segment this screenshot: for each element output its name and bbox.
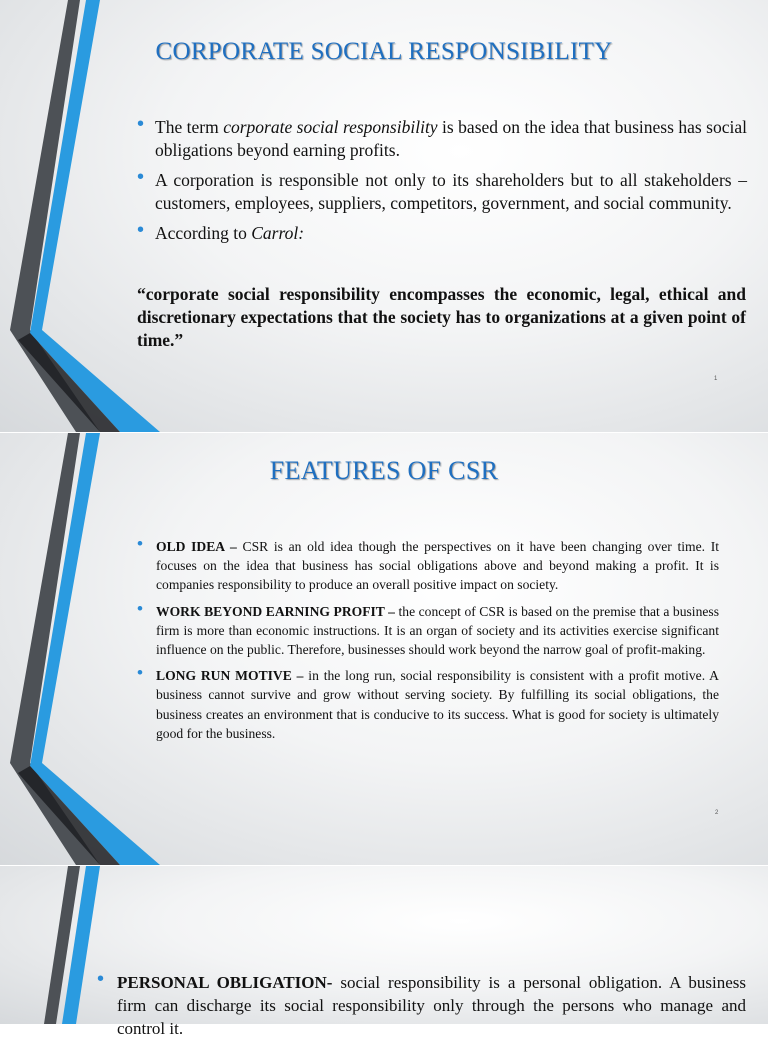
list-item <box>137 598 719 660</box>
slide-title: CORPORATE SOCIAL RESPONSIBILITY <box>155 38 613 65</box>
bullet-icon: • <box>137 113 145 135</box>
bullet-text: The term <box>155 117 224 137</box>
bullet-icon: • <box>97 968 105 990</box>
feature-text: the concept of CSR is based on the premise that a business firm is more than economic instructions. It is an organ of society and its activities exercise significant influence on the public. Therefore, businesses should work beyond the narrow goal of profit-making. <box>156 603 719 658</box>
bullet-italic-term: corporate social responsibility <box>223 117 438 137</box>
bullet-icon: • <box>137 219 145 241</box>
slide-decoration <box>0 866 120 1024</box>
bullet-icon: • <box>137 166 145 188</box>
bullet-text-cont: is based on the idea that business has social obligations beyond earning profits. <box>155 117 747 160</box>
slide-3 <box>0 866 768 1038</box>
feature-heading: LONG RUN MOTIVE – <box>156 668 304 684</box>
list-item <box>137 663 719 743</box>
feature-text: CSR is an old idea though the perspectives on it have been changing over time. It focuses on the idea that business has social obligations above and beyond making a profit. It is companies responsibility to produce an overall positive impact on society. <box>156 539 719 593</box>
feature-heading: WORK BEYOND EARNING PROFIT – <box>156 603 395 619</box>
list-item <box>97 968 746 1040</box>
page-number: 2 <box>715 810 719 816</box>
list-item <box>137 166 747 214</box>
bullet-icon: • <box>137 598 143 618</box>
bullet-icon: • <box>137 534 143 553</box>
list-item <box>137 113 747 161</box>
bullet-text: According to <box>155 223 252 243</box>
slide-decoration <box>0 433 170 865</box>
bullet-list <box>97 968 746 1040</box>
bullet-list <box>137 113 747 245</box>
bullet-icon: • <box>137 663 143 683</box>
carrol-quote: “corporate social responsibility encompasses the economic, legal, ethical and discretionary expectations that the society has to organizations at a given point of time.” <box>137 284 746 350</box>
slide-1 <box>0 0 768 432</box>
slide-2 <box>0 433 768 865</box>
bullet-text: A corporation is responsible not only to its shareholders but to all stakeholders – customers, employees, suppliers, competitors, government, and social community. <box>155 170 747 213</box>
list-item <box>137 534 719 595</box>
bullet-italic-name: Carrol: <box>251 223 305 243</box>
item-heading: PERSONAL OBLIGATION- <box>117 973 333 992</box>
feature-text: in the long run, social responsibility is consistent with a profit motive. A business cannot survive and grow without serving society. By fulfilling its social obligations, the business creates an environment that is conducive to its success. What is good for society is ultimately good for the business. <box>156 668 719 741</box>
features-list <box>137 534 719 743</box>
list-item <box>137 219 747 245</box>
feature-heading: OLD IDEA – <box>156 539 237 554</box>
page-number: 1 <box>714 376 718 382</box>
item-text: social responsibility is a personal obligation. A business firm can discharge its social responsibility only through the persons who manage and control it. <box>117 973 746 1038</box>
slide-title: FEATURES OF CSR <box>269 456 499 485</box>
